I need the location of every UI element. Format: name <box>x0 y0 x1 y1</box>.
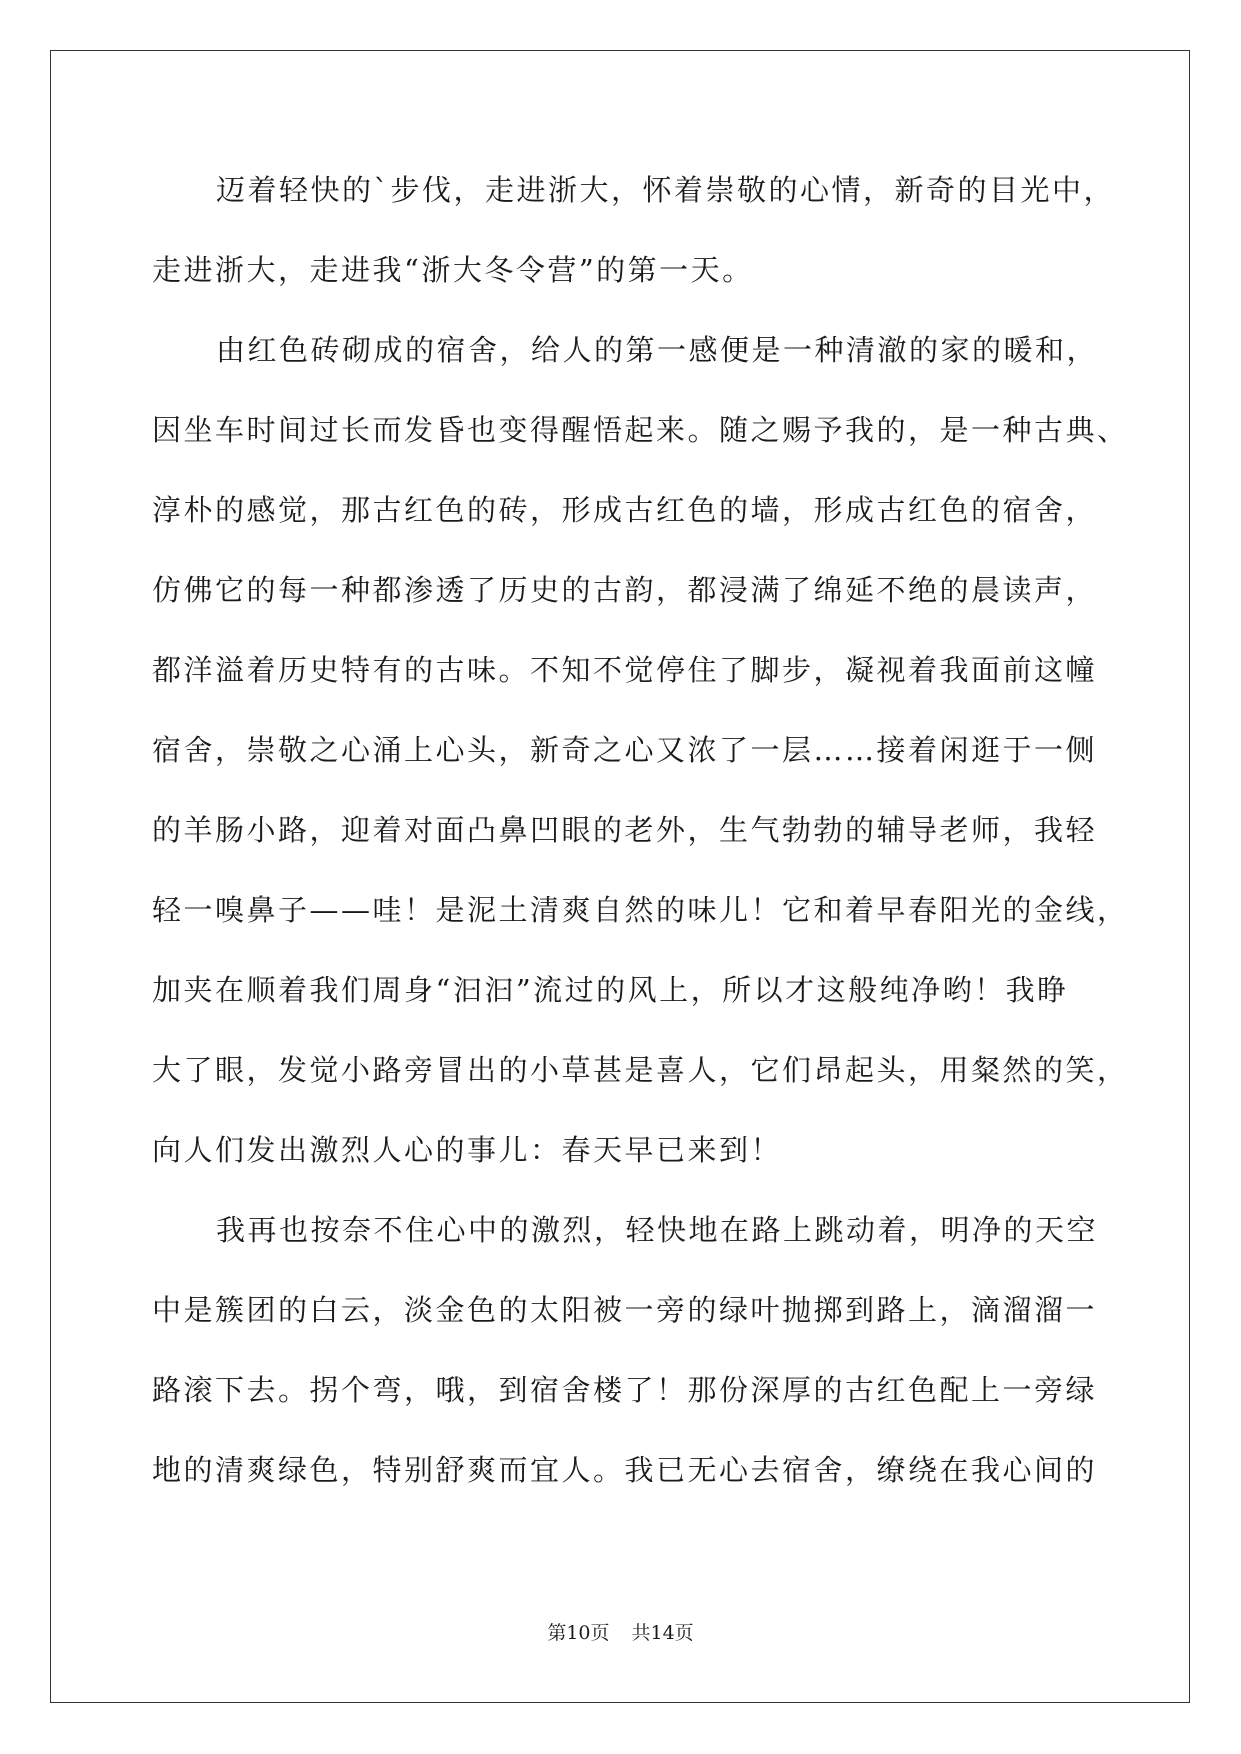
text-line: 宿舍，崇敬之心涌上心头，新奇之心又浓了一层……接着闲逛于一侧 <box>152 733 1098 767</box>
document-body <box>152 150 1129 1510</box>
text-line: 大了眼，发觉小路旁冒出的小草甚是喜人，它们昂起头，用粲然的笑， <box>152 1053 1129 1087</box>
text-line: 都洋溢着历史特有的古味。不知不觉停住了脚步，凝视着我面前这幢 <box>152 653 1098 687</box>
text-line: 仿佛它的每一种都渗透了历史的古韵，都浸满了绵延不绝的晨读声， <box>152 573 1098 607</box>
text-line: 路滚下去。拐个弯，哦，到宿舍楼了！那份深厚的古红色配上一旁绿 <box>152 1373 1098 1407</box>
text-line: 的羊肠小路，迎着对面凸鼻凹眼的老外，生气勃勃的辅导老师，我轻 <box>152 813 1098 847</box>
text-line: 我再也按奈不住心中的激烈，轻快地在路上跳动着，明净的天空 <box>216 1213 1099 1247</box>
text-line: 由红色砖砌成的宿舍，给人的第一感便是一种清澈的家的暖和， <box>216 333 1099 367</box>
page-footer <box>0 1618 1241 1645</box>
page-total: 共14页 <box>631 1622 694 1644</box>
page-number: 第10页 <box>547 1622 610 1644</box>
text-line: 中是簇团的白云，淡金色的太阳被一旁的绿叶抛掷到路上，滴溜溜一 <box>152 1293 1098 1327</box>
text-line: 向人们发出激烈人心的事儿：春天早已来到！ <box>152 1133 783 1167</box>
text-line: 迈着轻快的`步伐，走进浙大，怀着崇敬的心情，新奇的目光中， <box>216 173 1116 207</box>
text-line: 加夹在顺着我们周身“汩汩”流过的风上，所以才这般纯净哟！我睁 <box>152 973 1069 1007</box>
text-line: 淳朴的感觉，那古红色的砖，形成古红色的墙，形成古红色的宿舍， <box>152 493 1098 527</box>
text-line: 地的清爽绿色，特别舒爽而宜人。我已无心去宿舍，缭绕在我心间的 <box>152 1453 1098 1487</box>
text-line: 轻一嗅鼻子——哇！是泥土清爽自然的味儿！它和着早春阳光的金线， <box>152 893 1129 927</box>
text-line: 走进浙大，走进我“浙大冬令营”的第一天。 <box>152 253 754 287</box>
text-line: 因坐车时间过长而发昏也变得醒悟起来。随之赐予我的，是一种古典、 <box>152 413 1129 447</box>
